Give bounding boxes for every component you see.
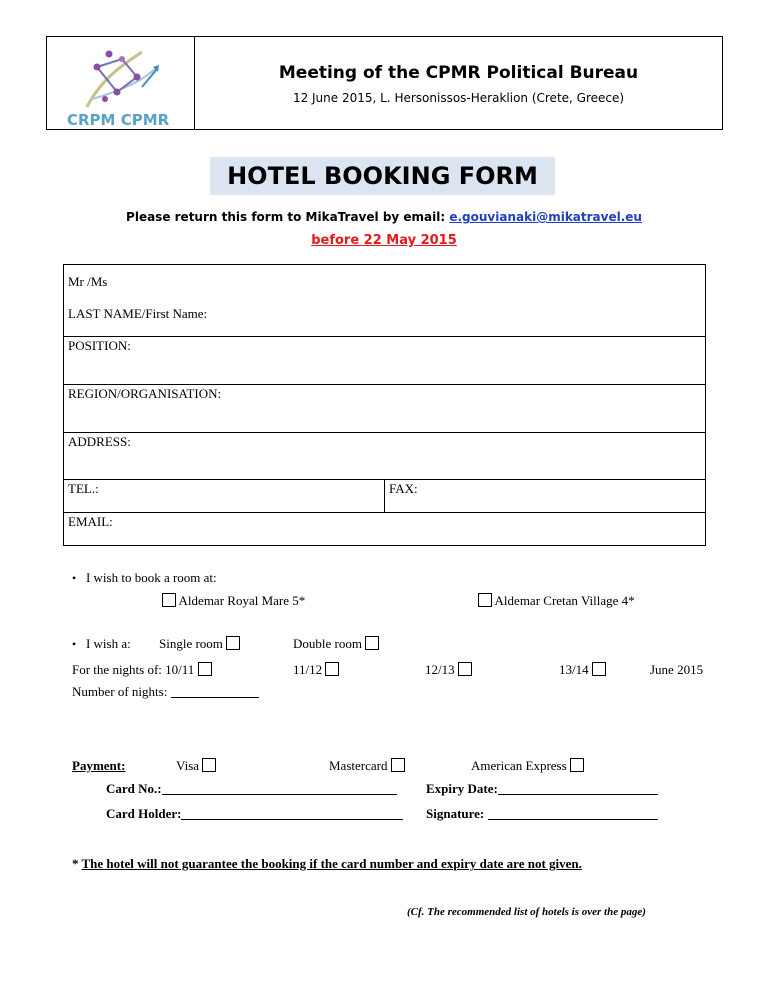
email-row[interactable] [64, 513, 705, 544]
logo [47, 37, 195, 129]
position-row[interactable] [64, 337, 705, 385]
hotel2-checkbox[interactable] [478, 593, 492, 607]
number-nights-label: Number of nights: [72, 684, 168, 699]
address-label: ADDRESS: [68, 434, 131, 449]
return-text: Please return this form to MikaTravel by email: [126, 210, 450, 224]
region-label: REGION/ORGANISATION: [68, 386, 222, 401]
payment-label: Payment: [72, 758, 126, 773]
card-holder-label: Card Holder: [106, 806, 182, 821]
amex-option[interactable] [471, 758, 584, 774]
double-room-label: Double room [293, 636, 362, 651]
signature-field[interactable] [488, 819, 658, 820]
expiry-field[interactable] [498, 794, 658, 795]
amex-label: American Express [471, 758, 567, 773]
form-title: HOTEL BOOKING FORM [210, 157, 555, 195]
address-row[interactable] [64, 433, 705, 480]
personal-info-table [63, 264, 706, 546]
email-link[interactable]: e.gouvianaki@mikatravel.eu [449, 210, 642, 224]
note-star: * [72, 856, 82, 871]
room-at-label: I wish to book a room at: [85, 570, 217, 585]
fax-label: FAX: [389, 481, 418, 496]
card-no-field[interactable] [162, 794, 397, 795]
position-label: POSITION: [68, 338, 131, 353]
night2-option[interactable] [293, 662, 339, 678]
mastercard-label: Mastercard [329, 758, 388, 773]
nights-of-label: For the nights of: 10/11 [72, 662, 195, 677]
tel-label: TEL.: [68, 481, 99, 496]
recommended-list-note: (Cf. The recommended list of hotels is over the page) [407, 906, 646, 918]
tel-fax-divider [384, 480, 385, 512]
visa-checkbox[interactable] [202, 758, 216, 772]
single-room-option[interactable] [159, 636, 240, 652]
month-label: June 2015 [650, 662, 704, 677]
single-room-checkbox[interactable] [226, 636, 240, 650]
region-row[interactable] [64, 385, 705, 433]
header-box [46, 36, 723, 130]
bullet: • [72, 571, 77, 585]
card-holder-line [106, 806, 403, 822]
amex-checkbox[interactable] [570, 758, 584, 772]
number-nights-field[interactable] [171, 697, 259, 698]
book-room-line [72, 570, 217, 586]
single-room-label: Single room [159, 636, 223, 651]
wish-a-label: I wish a: [85, 636, 131, 651]
card-no-label: Card No.: [106, 781, 162, 796]
name-row[interactable] [64, 265, 705, 337]
email-label: EMAIL: [68, 514, 113, 529]
logo-text-crpm: CRPM [67, 111, 116, 129]
night-11-12-checkbox[interactable] [325, 662, 339, 676]
mastercard-option[interactable] [329, 758, 405, 774]
night4-option[interactable] [559, 662, 606, 678]
logo-text-cpmr: CPMR [120, 111, 170, 129]
expiry-line [426, 781, 658, 797]
hotel2-label: Aldemar Cretan Village 4* [494, 593, 635, 608]
guarantee-text: The hotel will not guarantee the booking if the card number and expiry date are not given. [81, 856, 582, 871]
expiry-label: Expiry Date: [426, 781, 498, 796]
double-room-option[interactable] [293, 636, 379, 652]
visa-label: Visa [176, 758, 200, 773]
double-room-checkbox[interactable] [365, 636, 379, 650]
number-nights-line [72, 684, 259, 700]
night3-option[interactable] [425, 662, 472, 678]
last-name-label: LAST NAME/First Name: [68, 306, 208, 321]
hotel2-option[interactable] [478, 593, 635, 609]
wish-line [72, 636, 131, 652]
mastercard-checkbox[interactable] [391, 758, 405, 772]
night1-option[interactable] [72, 662, 212, 678]
night-13-14-checkbox[interactable] [592, 662, 606, 676]
meeting-subtitle: 12 June 2015, L. Hersonissos-Heraklion (Crete, Greece) [292, 91, 625, 105]
signature-line [426, 806, 658, 822]
night-11-12-label: 11/12 [293, 662, 323, 677]
guarantee-note [72, 856, 582, 872]
return-instructions [0, 210, 768, 224]
hotel1-checkbox[interactable] [162, 593, 176, 607]
bullet: • [72, 637, 77, 651]
card-no-line [106, 781, 397, 797]
deadline: before 22 May 2015 [311, 233, 457, 248]
hotel1-option[interactable] [162, 593, 305, 609]
mr-ms-label: Mr /Ms [68, 274, 108, 289]
signature-label: Signature: [426, 806, 485, 821]
card-holder-field[interactable] [181, 819, 403, 820]
tel-fax-row[interactable] [64, 480, 705, 513]
night-12-13-label: 12/13 [425, 662, 455, 677]
night-12-13-checkbox[interactable] [458, 662, 472, 676]
hotel1-label: Aldemar Royal Mare 5* [178, 593, 306, 608]
visa-option[interactable] [176, 758, 216, 774]
meeting-title: Meeting of the CPMR Political Bureau [278, 63, 639, 83]
night-13-14-label: 13/14 [559, 662, 589, 677]
night-10-11-checkbox[interactable] [198, 662, 212, 676]
